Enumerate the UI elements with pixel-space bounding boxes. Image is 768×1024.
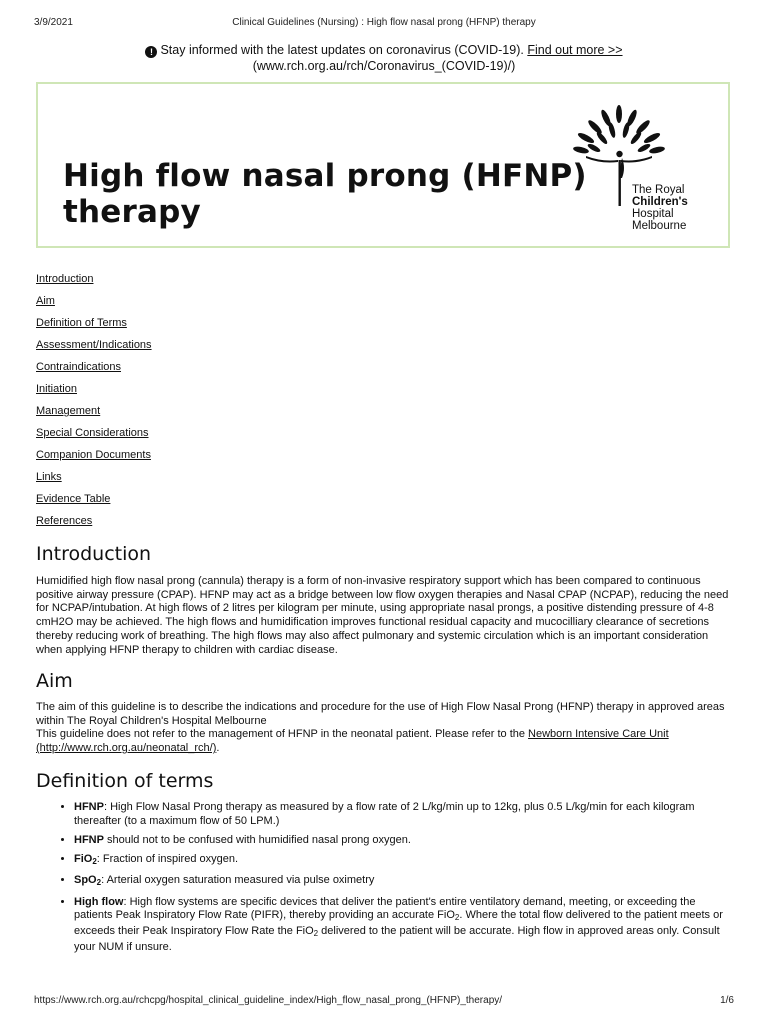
newborn-icu-url-link[interactable]: (http://www.rch.org.au/neonatal_rch/) (36, 742, 217, 755)
list-item (74, 874, 736, 890)
definition-text: delivered to the patient will be accurate. High flow in approved areas only. Consult your NUM if unsure. (74, 924, 720, 953)
introduction-heading: Introduction (36, 543, 152, 565)
logo-wordmark (632, 184, 688, 232)
toc-link-special-considerations[interactable]: Special Considerations (36, 427, 149, 439)
print-footer-url: https://www.rch.org.au/rchcpg/hospital_clinical_guideline_index/High_flow_nasal_prong_(HFNP)_therapy/ (34, 995, 503, 1006)
definition-term (74, 874, 101, 886)
definition-term (74, 853, 97, 865)
subscript: 2 (96, 878, 102, 888)
covid-banner (0, 42, 768, 74)
toc-link-companion-documents[interactable]: Companion Documents (36, 449, 151, 461)
toc-link-contraindications[interactable]: Contraindications (36, 361, 121, 373)
banner-text: Stay informed with the latest updates on coronavirus (COVID-19). (160, 43, 524, 57)
definition-term: HFNP (74, 833, 104, 846)
definition-term-text: FiO (74, 853, 93, 866)
definitions-section (36, 770, 736, 960)
print-footer (34, 995, 734, 1006)
introduction-section (36, 543, 736, 657)
definitions-heading: Definition of terms (36, 770, 214, 792)
exclamation-circle-icon: ! (145, 46, 157, 58)
page-title (63, 158, 587, 230)
aim-body (36, 701, 736, 756)
toc-link-management[interactable]: Management (36, 405, 101, 417)
definition-term: HFNP (74, 801, 104, 813)
toc-link-references[interactable]: References (36, 515, 93, 527)
aim-section (36, 670, 736, 756)
page-title-line-2: therapy (63, 194, 201, 230)
introduction-body: Humidified high flow nasal prong (cannula) therapy is a form of non-invasive respiratory support which has been compared to continuous positive airway pressure (CPAP). HFNP may act as a bridge between low flow oxygen therapies and Nasal CPAP (NCPAP), reducing the need for NCPAP/intubation. At high flows of 2 litres per kilogram per minute, using appropriate nasal prongs, a positive distending pressure of 4-8 cmH2O may be achieved. The high flows and humidification improves functional residual capacity and mucocilliary clearance of secretions thereby reducing work of breathing. The high flows may also affect pulmonary and systemic circulation which is an important consideration when applying HFNP therapy to children with cardiac disease. (36, 575, 729, 656)
aim-heading: Aim (36, 670, 73, 692)
toc-link-introduction[interactable]: Introduction (36, 273, 94, 285)
print-header (34, 17, 734, 31)
aim-body-line-1: The aim of this guideline is to describe the indications and procedure for the use of High Flow Nasal Prong (HFNP) therapy in approved areas within The Royal Children's Hospital Melbourne (36, 701, 725, 727)
subscript: 2 (92, 857, 97, 867)
rch-logo[interactable] (566, 100, 706, 240)
definition-text: . Where the total flow delivered to the patient meets or exceeds their Peak Inspiratory Flow Rate the FiO (74, 909, 723, 937)
toc-link-evidence-table[interactable]: Evidence Table (36, 493, 111, 505)
definition-text: : Fraction of inspired oxygen. (96, 853, 239, 866)
aim-body-end: . (216, 742, 220, 755)
list-item (74, 834, 736, 848)
toc-link-definition-of-terms[interactable]: Definition of Terms (36, 317, 127, 329)
logo-line-1: The Royal (632, 184, 685, 196)
definition-text: should not to be confused with humidified nasal prong oxygen. (103, 833, 411, 846)
subscript: 2 (454, 913, 460, 923)
definition-term: High flow (74, 895, 124, 908)
find-out-more-link[interactable]: Find out more >> (527, 43, 623, 57)
list-item (74, 853, 736, 869)
aim-body-line-2: This guideline does not refer to the management of HFNP in the neonatal patient. Please refer to the (36, 728, 529, 741)
logo-line-2: Children's (632, 196, 688, 208)
newborn-icu-link[interactable]: Newborn Intensive Care Unit (528, 728, 669, 741)
definition-text: : Arterial oxygen saturation measured via pulse oximetry (101, 874, 375, 887)
logo-line-4: Melbourne (632, 220, 687, 232)
page-title-line-1: High flow nasal prong (HFNP) (63, 158, 587, 194)
definition-text: : High Flow Nasal Prong therapy as measured by a flow rate of 2 L/kg/min up to 12kg, plus 0.5 L/kg/min for each kilogram thereafter (to a maximum flow of 50 LPM.) (74, 801, 695, 827)
banner-url: (www.rch.org.au/rch/Coronavirus_(COVID-19)/) (252, 59, 516, 73)
logo-line-3: Hospital (632, 208, 674, 220)
definition-text: : High flow systems are specific devices that deliver the patient's entire ventilatory demand, meeting, or exceeding the patients Peak Inspiratory Flow Rate (PIFR), thereby providing an accurate FiO (74, 895, 696, 922)
toc-link-links[interactable]: Links (36, 471, 62, 483)
print-date: 3/9/2021 (34, 17, 73, 28)
list-item (74, 801, 736, 828)
definitions-list (36, 801, 736, 954)
toc-link-assessment-indications[interactable]: Assessment/Indications (36, 339, 152, 351)
page-number: 1/6 (720, 995, 734, 1006)
toc-link-initiation[interactable]: Initiation (36, 383, 77, 395)
table-of-contents (36, 272, 152, 536)
subscript: 2 (313, 928, 319, 938)
definition-term-text: SpO (74, 874, 97, 887)
list-item (74, 896, 736, 955)
toc-link-aim[interactable]: Aim (36, 295, 55, 307)
hero-banner (36, 82, 730, 248)
print-title: Clinical Guidelines (Nursing) : High flow nasal prong (HFNP) therapy (232, 17, 536, 28)
